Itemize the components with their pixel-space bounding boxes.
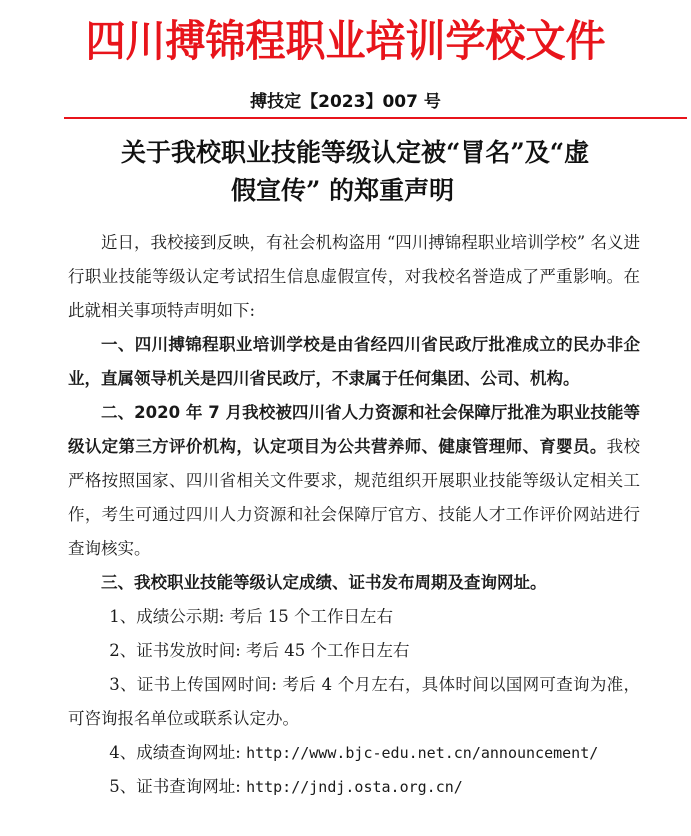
point-2-bold-text: 二、2020 年 7 月我校被四川省人力资源和社会保障厅批准为职业技能等级认定第三方评价机构，认定项目为公共营养师、健康管理师、育婴员。 bbox=[68, 403, 640, 456]
notice-title-line1: 关于我校职业技能等级认定被“冒名”及“虚 bbox=[121, 138, 590, 167]
item-2: 2、证书发放时间: 考后 45 个工作日左右 bbox=[109, 641, 410, 660]
item-4-label: 4、成绩查询网址: bbox=[109, 743, 247, 762]
document-number: 搏技定【2023】007 号 bbox=[250, 92, 441, 112]
notice-title-line2: 假宣传” 的郑重声明 bbox=[231, 176, 455, 205]
org-header-title: 四川搏锦程职业培训学校文件 bbox=[85, 17, 606, 67]
score-query-url-link[interactable]: http://www.bjc-edu.net.cn/announcement/ bbox=[246, 744, 599, 762]
item-1: 1、成绩公示期: 考后 15 个工作日左右 bbox=[109, 607, 394, 626]
notice-title bbox=[121, 134, 651, 210]
point-2-paragraph bbox=[68, 396, 640, 566]
item-4 bbox=[68, 736, 640, 770]
header-red-divider bbox=[64, 117, 687, 119]
point-2-rest-text: 我校严格按照国家、四川省相关文件要求，规范组织开展职业技能等级认定相关工作，考生可通过四川人力资源和社会保障厅官方、技能人才工作评价网站进行查询核实。 bbox=[68, 437, 641, 558]
item-5 bbox=[68, 770, 640, 804]
item-5-label: 5、证书查询网址: bbox=[109, 777, 247, 796]
notice-body bbox=[68, 226, 640, 804]
item-3: 3、证书上传国网时间: 考后 4 个月左右，具体时间以国网可查询为准，可咨询报名单位或联系认定办。 bbox=[68, 675, 640, 728]
point-1-paragraph: 一、四川搏锦程职业培训学校是由省经四川省民政厅批准成立的民办非企业，直属领导机关是四川省民政厅，不隶属于任何集团、公司、机构。 bbox=[68, 335, 640, 388]
point-3-heading: 三、我校职业技能等级认定成绩、证书发布周期及查询网址。 bbox=[101, 573, 547, 592]
certificate-query-url-link[interactable]: http://jndj.osta.org.cn/ bbox=[246, 778, 463, 796]
intro-paragraph: 近日，我校接到反映，有社会机构盗用 “四川搏锦程职业培训学校” 名义进行职业技能等级认定考试招生信息虚假宣传，对我校名誉造成了严重影响。在此就相关事项特声明如下: bbox=[68, 233, 640, 320]
